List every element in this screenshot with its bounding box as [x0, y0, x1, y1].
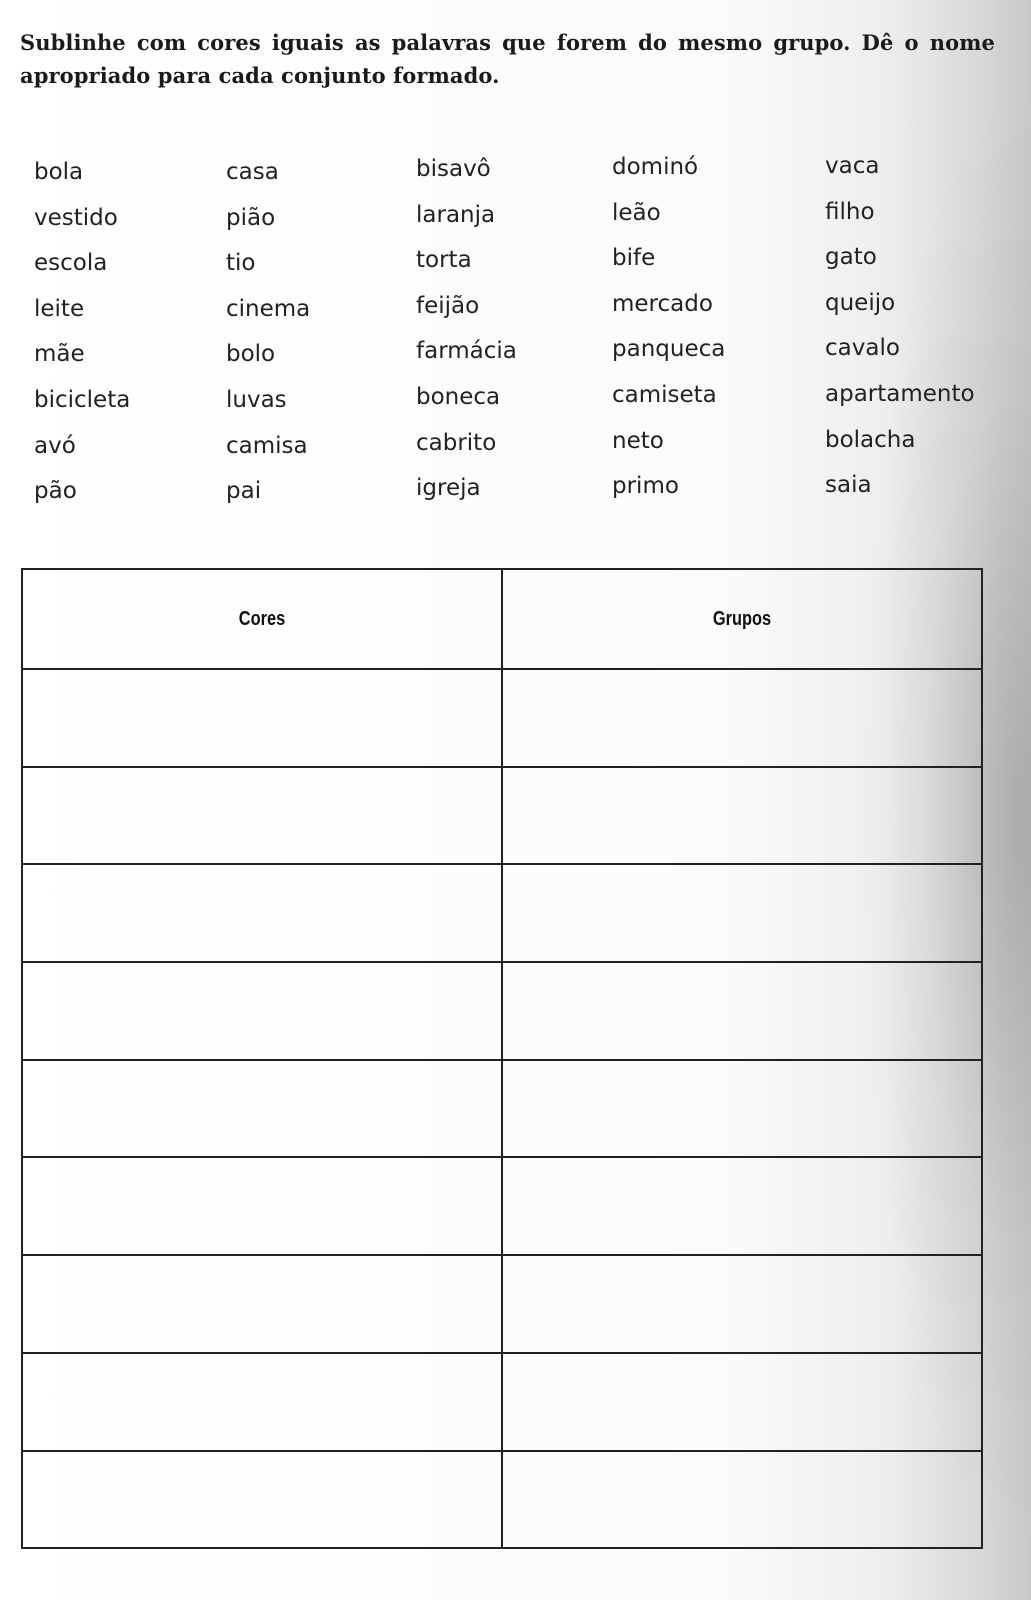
word-item: bicicleta: [34, 386, 131, 413]
word-column-2: [226, 150, 310, 515]
word-item: mercado: [612, 290, 713, 317]
word-item: cinema: [226, 295, 311, 322]
word-item: mãe: [34, 341, 85, 368]
table-row: [22, 962, 982, 1060]
word-item: bolacha: [825, 426, 916, 453]
color-cell[interactable]: [22, 1060, 502, 1158]
table-row: [22, 669, 982, 767]
word-item: cavalo: [825, 335, 900, 362]
word-item: pão: [34, 478, 77, 505]
word-item: bolo: [226, 341, 276, 368]
group-cell[interactable]: [502, 864, 982, 962]
word-item: apartamento: [825, 380, 975, 407]
word-item: panqueca: [612, 336, 726, 363]
group-cell[interactable]: [502, 1353, 982, 1451]
color-cell[interactable]: [22, 1353, 502, 1451]
word-item: bisavô: [416, 156, 491, 182]
word-item: tio: [226, 250, 256, 277]
color-cell[interactable]: [22, 962, 502, 1060]
word-list: [0, 0, 1031, 520]
word-item: pai: [226, 478, 262, 505]
color-cell[interactable]: [22, 1255, 502, 1353]
color-cell[interactable]: [22, 1157, 502, 1255]
header-grupos: Grupos: [545, 569, 939, 669]
word-item: dominó: [612, 154, 699, 180]
word-item: feijão: [416, 292, 480, 319]
table-row: [22, 1060, 982, 1158]
word-item: laranja: [416, 201, 496, 228]
color-cell[interactable]: [22, 669, 502, 767]
word-item: bola: [34, 159, 84, 185]
table-row: [22, 1451, 982, 1549]
color-cell[interactable]: [22, 864, 502, 962]
word-item: neto: [612, 427, 664, 454]
word-item: avó: [34, 432, 76, 459]
table-row: [22, 1255, 982, 1353]
word-item: bife: [612, 245, 656, 272]
word-item: saia: [825, 472, 872, 499]
word-item: torta: [416, 247, 472, 274]
word-item: boneca: [416, 383, 501, 410]
word-item: vaca: [825, 153, 880, 179]
group-cell[interactable]: [502, 669, 982, 767]
word-item: escola: [34, 250, 108, 277]
word-item: leão: [612, 199, 661, 226]
group-cell[interactable]: [502, 1157, 982, 1255]
word-column-3: [416, 147, 517, 512]
group-cell[interactable]: [502, 962, 982, 1060]
word-item: farmácia: [416, 338, 517, 365]
word-item: camisa: [226, 432, 308, 459]
word-item: casa: [226, 159, 279, 185]
word-item: cabrito: [416, 429, 497, 456]
word-item: luvas: [226, 386, 287, 413]
group-cell[interactable]: [502, 1451, 982, 1549]
color-cell[interactable]: [22, 1451, 502, 1549]
table-header-row: [22, 569, 982, 669]
header-cores: Cores: [65, 569, 459, 669]
group-cell[interactable]: [502, 1255, 982, 1353]
table-row: [22, 1157, 982, 1255]
group-cell[interactable]: [502, 767, 982, 865]
word-column-1: [34, 150, 130, 515]
group-cell[interactable]: [502, 1060, 982, 1158]
word-item: primo: [612, 473, 679, 500]
word-item: pião: [226, 204, 276, 231]
word-item: gato: [825, 244, 877, 271]
word-item: vestido: [34, 204, 118, 231]
word-item: queijo: [825, 289, 896, 316]
word-item: camiseta: [612, 381, 717, 408]
table-row: [22, 1353, 982, 1451]
word-item: filho: [825, 198, 875, 225]
word-column-5: [825, 144, 975, 509]
word-item: igreja: [416, 475, 481, 502]
table-row: [22, 864, 982, 962]
word-column-4: [612, 145, 725, 510]
answer-table: [21, 568, 983, 1549]
word-item: leite: [34, 295, 85, 322]
color-cell[interactable]: [22, 767, 502, 865]
table-row: [22, 767, 982, 865]
instruction-text: Sublinhe com cores iguais as palavras que forem do mesmo grupo. Dê o nome apropriado para cada conjunto formado.: [20, 30, 995, 88]
